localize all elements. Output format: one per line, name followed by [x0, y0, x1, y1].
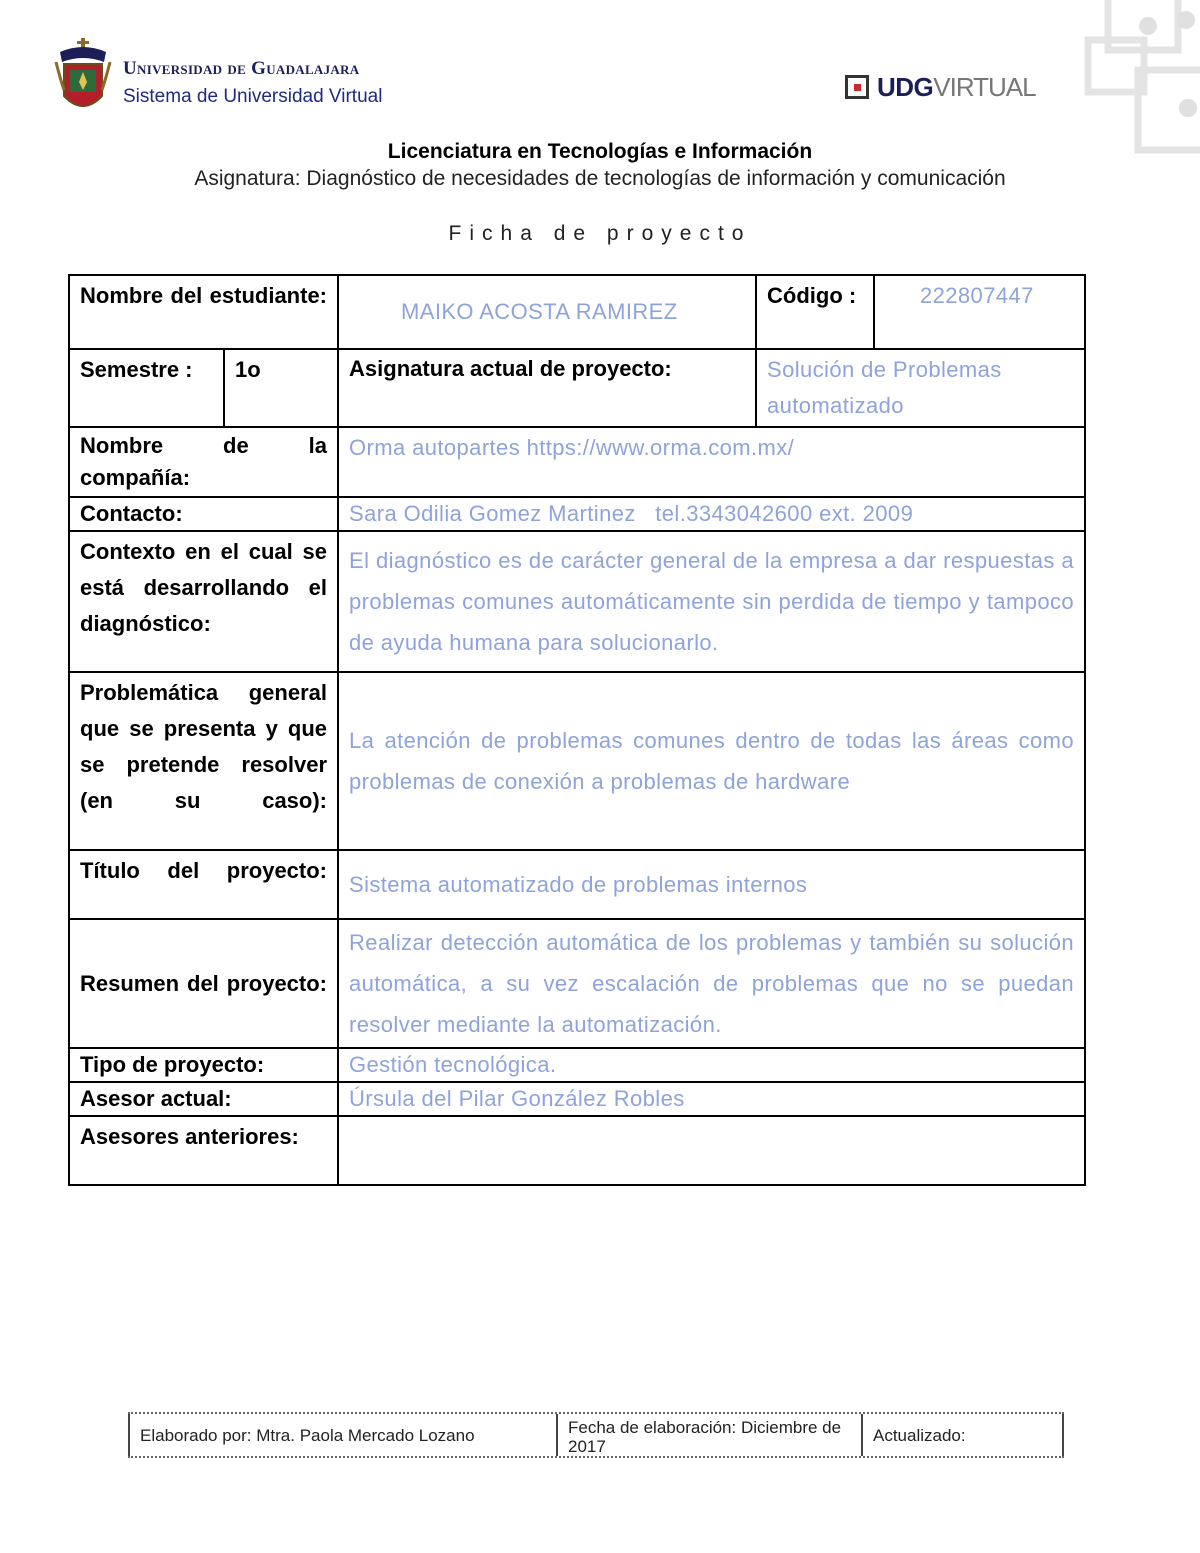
university-crest-logo: [54, 38, 112, 120]
document-title: Ficha de proyecto: [448, 222, 752, 245]
university-name: Universidad de Guadalajara: [123, 58, 360, 79]
contact-value: Sara Odilia Gomez Martinez tel.3343042600 ext. 2009: [338, 497, 1085, 531]
udg-box-icon: [845, 75, 869, 99]
current-subject-value: Solución de Problemas automatizado: [756, 349, 1085, 427]
project-title-label: Título del proyecto:: [69, 850, 338, 919]
project-type-value: Gestión tecnológica.: [338, 1048, 1085, 1082]
advisor-value: Úrsula del Pilar González Robles: [338, 1082, 1085, 1116]
context-value: El diagnóstico es de carácter general de la empresa a dar respuestas a problemas comunes automáticamente sin perdida de tiempo y tampoco de ayuda humana para solucionarlo.: [338, 531, 1085, 672]
student-label: Nombre del estudiante:: [69, 275, 338, 349]
document-footer: [128, 1412, 1064, 1458]
decorative-pattern: [1030, 0, 1200, 160]
system-name: Sistema de Universidad Virtual: [123, 86, 383, 107]
project-title-value: Sistema automatizado de problemas internos: [338, 850, 1085, 919]
elaboration-date: Fecha de elaboración: Diciembre de 2017: [556, 1414, 861, 1456]
prepared-by: Elaborado por: Mtra. Paola Mercado Lozano: [128, 1414, 556, 1456]
current-subject-label: Asignatura actual de proyecto:: [338, 349, 756, 427]
project-sheet-table: [68, 274, 1086, 1186]
semester-value: 1o: [224, 349, 338, 427]
student-value: MAIKO ACOSTA RAMIREZ: [338, 275, 756, 349]
udg-logo-part1: UDG: [877, 71, 934, 102]
semester-label: Semestre :: [69, 349, 224, 427]
context-label: Contexto en el cual se está desarrollando el diagnóstico:: [69, 531, 338, 672]
problem-value: La atención de problemas comunes dentro de todas las áreas como problemas de conexión a problemas de hardware: [338, 672, 1085, 850]
company-value: Orma autopartes https://www.orma.com.mx/: [338, 427, 1085, 497]
project-type-label: Tipo de proyecto:: [69, 1048, 338, 1082]
program-title: Licenciatura en Tecnologías e Información: [387, 140, 813, 163]
previous-advisors-value: [338, 1116, 1085, 1185]
udg-virtual-logo: [845, 70, 1036, 104]
company-label: Nombre de la compañía:: [69, 427, 338, 497]
summary-label: Resumen del proyecto:: [69, 919, 338, 1048]
summary-value: Realizar detección automática de los problemas y también su solución automática, a su vez escalación de problemas que no se puedan resolver mediante la automatización.: [338, 919, 1085, 1048]
advisor-label: Asesor actual:: [69, 1082, 338, 1116]
code-label: Código :: [756, 275, 874, 349]
subject-title: Asignatura: Diagnóstico de necesidades de tecnologías de información y comunicación: [194, 167, 1006, 190]
contact-label: Contacto:: [69, 497, 338, 531]
udg-logo-part2: VIRTUAL: [933, 71, 1036, 102]
previous-advisors-label: Asesores anteriores:: [69, 1116, 338, 1185]
problem-label: Problemática general que se presenta y que se pretende resolver (en su caso):: [69, 672, 338, 850]
code-value: 222807447: [874, 275, 1085, 349]
updated-label: Actualizado:: [861, 1414, 1064, 1456]
